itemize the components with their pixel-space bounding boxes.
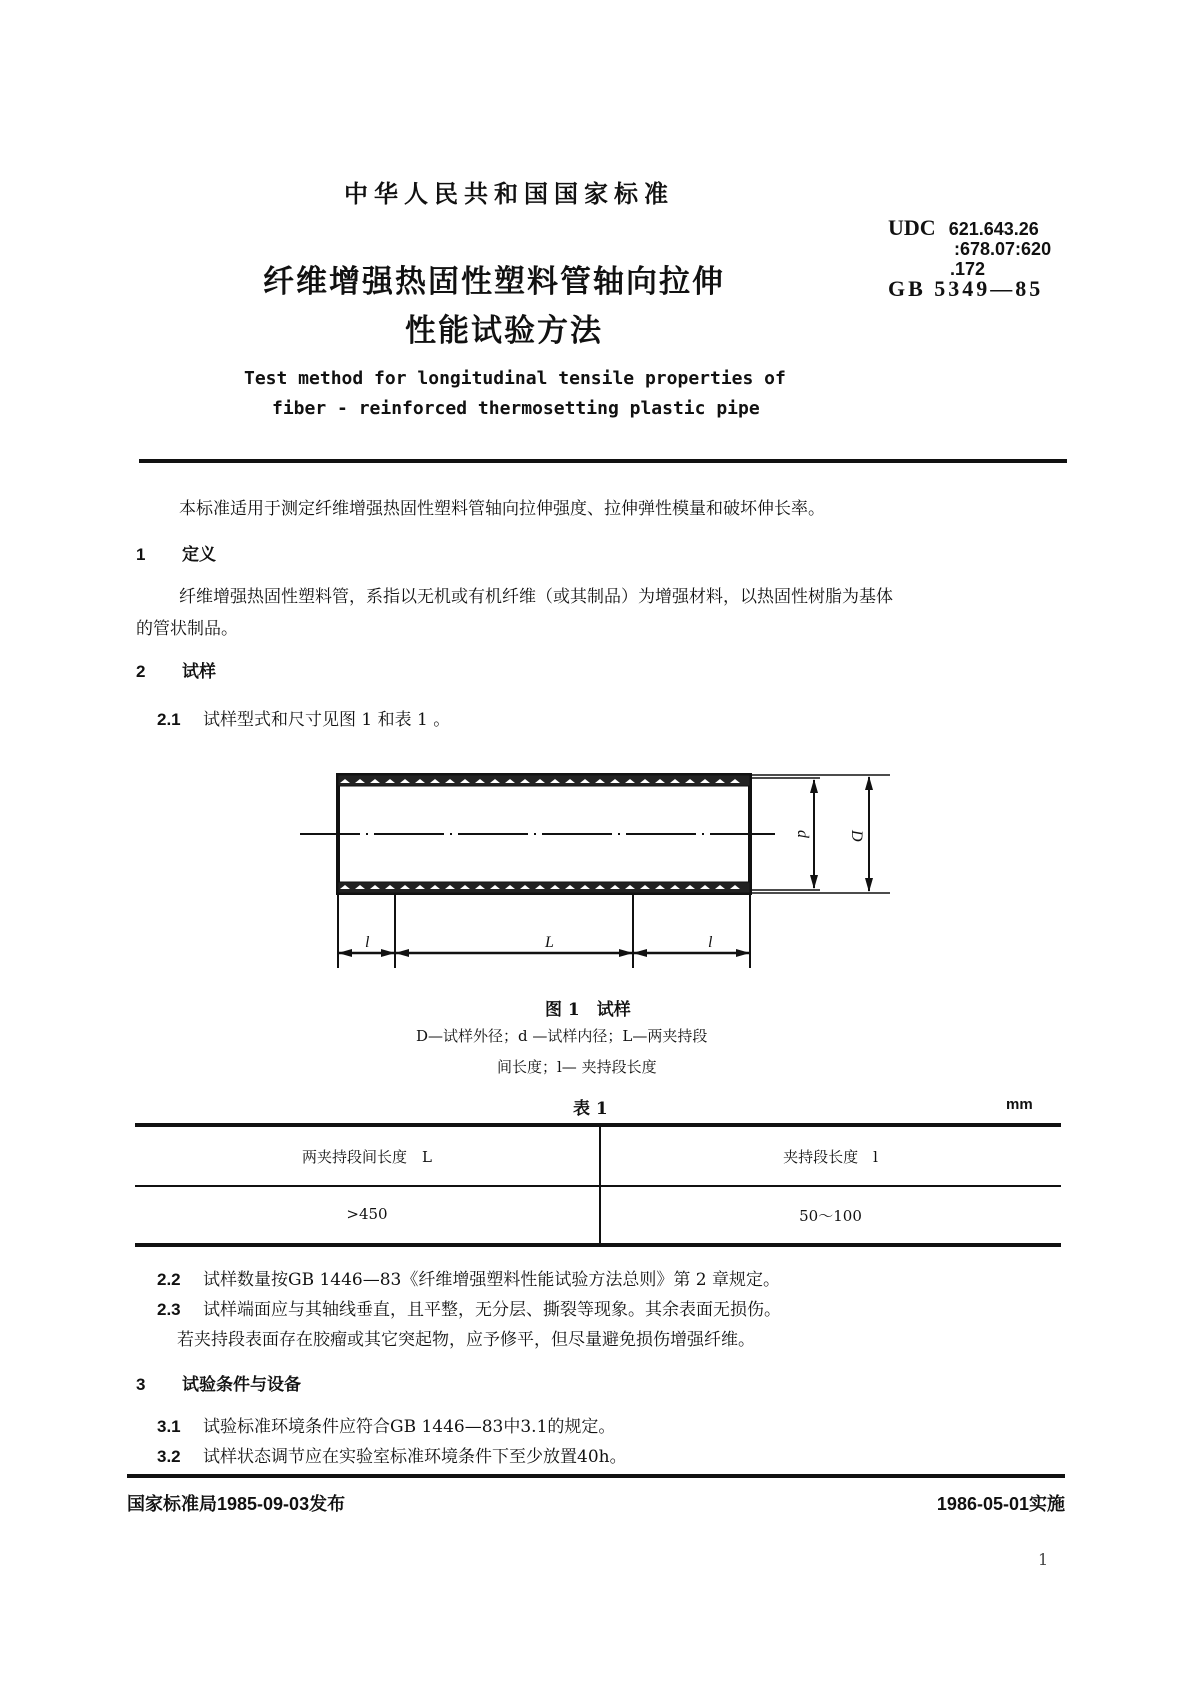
figure1-legend-line2: 间长度；l— 夹持段长度 xyxy=(497,1058,657,1076)
section1-heading xyxy=(136,540,216,565)
clause-text: 试样型式和尺寸见图 1 和表 1 。 xyxy=(203,710,451,730)
section3-heading xyxy=(136,1370,301,1395)
section-title: 试样 xyxy=(182,662,216,682)
clause-number: 2.3 xyxy=(157,1300,181,1319)
table-cell-l-value: 50～100 xyxy=(799,1207,862,1225)
clause-2-3-continued: 若夹持段表面存在胶瘤或其它突起物，应予修平，但尽量避免损伤增强纤维。 xyxy=(177,1330,755,1350)
udc-label: UDC xyxy=(888,215,936,240)
header-rule xyxy=(139,459,1067,463)
title-cn-line2: 性能试验方法 xyxy=(405,313,603,349)
footer-rule xyxy=(127,1474,1065,1478)
udc-block xyxy=(888,215,1052,301)
title-en-line1: Test method for longitudinal tensile properties of xyxy=(244,368,786,389)
clause-number: 3.1 xyxy=(157,1417,181,1436)
table-cell-L-value: >450 xyxy=(346,1205,388,1223)
clause-2-2 xyxy=(157,1265,780,1290)
section1-para-line2: 的管状制品。 xyxy=(136,619,238,639)
section-number: 3 xyxy=(136,1375,146,1394)
issued-date: 国家标准局1985-09-03发布 xyxy=(127,1494,346,1514)
label-L: L xyxy=(545,934,554,951)
section-number: 1 xyxy=(136,545,146,564)
table1-caption: 表 1 xyxy=(573,1099,608,1119)
page-number: 1 xyxy=(1038,1550,1049,1569)
clause-text: 试验标准环境条件应符合GB 1446—83中3.1的规定。 xyxy=(203,1417,616,1437)
clause-number: 2.2 xyxy=(157,1270,181,1289)
clause-3-1 xyxy=(157,1412,615,1437)
clause-text: 试样数量按GB 1446—83《纤维增强塑料性能试验方法总则》第 2 章规定。 xyxy=(203,1270,780,1290)
clause-number: 2.1 xyxy=(157,710,181,729)
gb-number: GB 5349—85 xyxy=(888,276,1044,301)
section-number: 2 xyxy=(136,662,146,681)
label-D: D xyxy=(848,830,865,842)
effective-date: 1986-05-01实施 xyxy=(936,1494,1065,1514)
section1-para-line1: 纤维增强热固性塑料管，系指以无机或有机纤维（或其制品）为增强材料，以热固性树脂为基体 xyxy=(179,587,893,607)
clause-text: 试样状态调节应在实验室标准环境条件下至少放置40h。 xyxy=(203,1447,627,1467)
figure1-legend-line1: D—试样外径；d —试样内径；L—两夹持段 xyxy=(416,1027,708,1045)
table-header-L: 两夹持段间长度 L xyxy=(302,1148,432,1166)
table-header-l: 夹持段长度 l xyxy=(783,1148,878,1166)
figure1-caption: 图 1 试样 xyxy=(545,1000,631,1020)
clause-text: 试样端面应与其轴线垂直，且平整，无分层、撕裂等现象。其余表面无损伤。 xyxy=(203,1300,781,1320)
table1 xyxy=(135,1123,1061,1247)
udc-line2: :678.07:620 xyxy=(954,239,1052,259)
clause-3-2 xyxy=(157,1442,627,1467)
label-l-left: l xyxy=(365,934,370,951)
table1-unit: mm xyxy=(1006,1096,1033,1113)
intro-paragraph: 本标准适用于测定纤维增强热固性塑料管轴向拉伸强度、拉伸弹性模量和破坏伸长率。 xyxy=(179,499,825,519)
national-standard-heading: 中华人民共和国国家标准 xyxy=(344,179,674,208)
section-title: 试验条件与设备 xyxy=(182,1375,301,1395)
udc-line3: .172 xyxy=(950,259,986,279)
figure1-specimen-drawing xyxy=(300,760,920,980)
clause-number: 3.2 xyxy=(157,1447,181,1466)
section-title: 定义 xyxy=(182,545,216,565)
udc-line1: 621.643.26 xyxy=(948,219,1039,239)
label-d: d xyxy=(794,830,811,838)
title-en-line2: fiber - reinforced thermosetting plastic pipe xyxy=(272,398,760,419)
title-cn-line1: 纤维增强热固性塑料管轴向拉伸 xyxy=(263,264,725,300)
label-l-right: l xyxy=(708,934,713,951)
clause-2-1 xyxy=(157,705,450,730)
clause-2-3 xyxy=(157,1295,781,1320)
section2-heading xyxy=(136,657,216,682)
